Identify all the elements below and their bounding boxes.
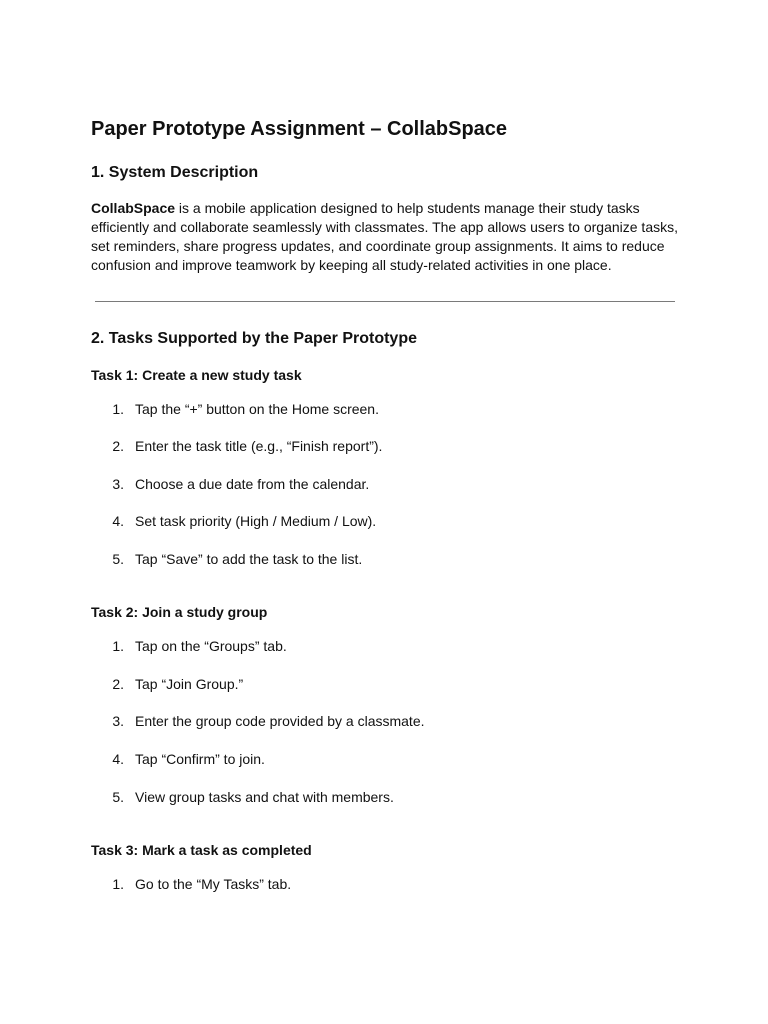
list-item-text: Tap “Join Group.” bbox=[135, 676, 244, 692]
list-number: 3. bbox=[112, 713, 124, 729]
list-item-text: Set task priority (High / Medium / Low). bbox=[135, 513, 377, 529]
list-number: 1. bbox=[112, 876, 124, 892]
list-number: 1. bbox=[112, 638, 124, 654]
list-item-text: Tap “Save” to add the task to the list. bbox=[135, 551, 363, 567]
list-number: 1. bbox=[112, 401, 124, 417]
list-number: 5. bbox=[112, 789, 124, 805]
list-number: 3. bbox=[112, 476, 124, 492]
list-number: 2. bbox=[112, 676, 124, 692]
list-item-text: Tap the “+” button on the Home screen. bbox=[135, 401, 379, 417]
list-item-text: Enter the group code provided by a classmate. bbox=[135, 713, 425, 729]
list-item-text: Tap “Confirm” to join. bbox=[135, 751, 265, 767]
product-name: CollabSpace bbox=[91, 200, 176, 216]
document-title: Paper Prototype Assignment – CollabSpace bbox=[91, 118, 508, 140]
task-heading-1: Task 1: Create a new study task bbox=[91, 367, 302, 383]
system-description-paragraph bbox=[91, 199, 681, 275]
section-heading-tasks: 2. Tasks Supported by the Paper Prototype bbox=[91, 330, 417, 347]
task-heading-3: Task 3: Mark a task as completed bbox=[91, 842, 312, 858]
task-heading-2: Task 2: Join a study group bbox=[91, 604, 268, 620]
list-item-text: Go to the “My Tasks” tab. bbox=[135, 876, 292, 892]
list-number: 4. bbox=[112, 513, 124, 529]
list-number: 4. bbox=[112, 751, 124, 767]
horizontal-divider bbox=[95, 301, 675, 302]
list-number: 2. bbox=[112, 438, 124, 454]
system-description-text: is a mobile application designed to help students manage their study tasks efficiently and collaborate seamlessly with classmates. The app allows users to organize tasks, set reminders, share progress updates, and coordinate group assignments. It aims to reduce confusion and improve teamwork by keeping all study-related activities in one place. bbox=[91, 200, 678, 273]
list-item-text: View group tasks and chat with members. bbox=[135, 789, 394, 805]
list-item-text: Enter the task title (e.g., “Finish report”). bbox=[135, 438, 383, 454]
list-number: 5. bbox=[112, 551, 124, 567]
section-heading-system-description: 1. System Description bbox=[91, 164, 259, 181]
list-item-text: Choose a due date from the calendar. bbox=[135, 476, 370, 492]
list-item-text: Tap on the “Groups” tab. bbox=[135, 638, 287, 654]
